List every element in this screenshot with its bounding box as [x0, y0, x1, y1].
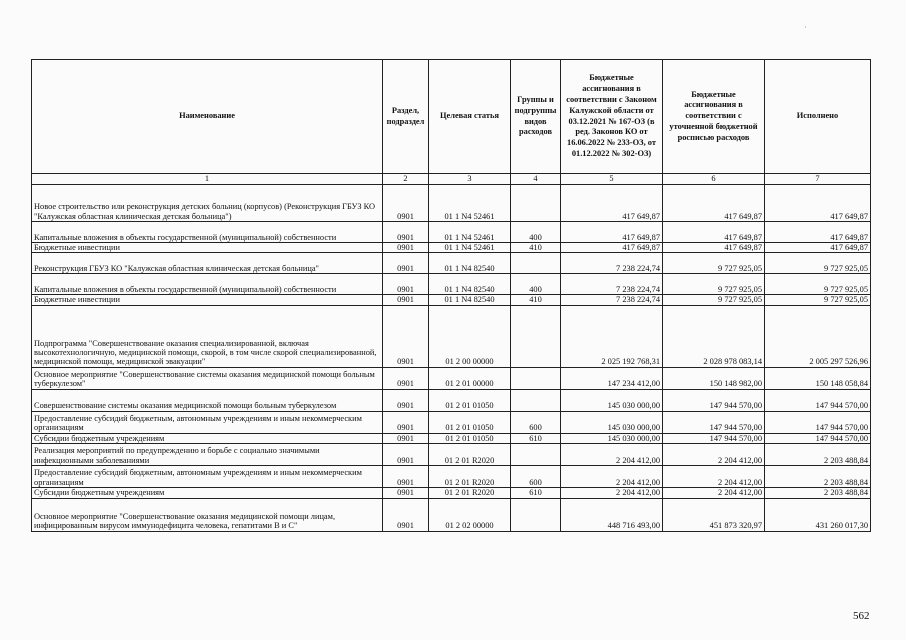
cell-target: 01 2 02 00000 [429, 498, 511, 531]
cell-section: 0901 [383, 305, 429, 367]
header-law: Бюджетные ассигнования в соответствии с Законом Калужской области от 03.12.2021 № 167-ОЗ (в ред. Законов КО от 16.06.2022 № 233-ОЗ, от 01.12.2022 № 302-ОЗ) [561, 60, 663, 174]
cell-target: 01 1 N4 82540 [429, 295, 511, 305]
table-row [32, 295, 871, 305]
cell-executed: 431 260 017,30 [765, 498, 871, 531]
cell-name: Предоставление субсидий бюджетным, автономным учреждениям и иным некоммерческим организациям [32, 411, 383, 433]
table-row [32, 433, 871, 443]
cell-refined: 2 204 412,00 [663, 444, 765, 466]
cell-group: 400 [511, 274, 561, 295]
cell-target: 01 2 01 01050 [429, 389, 511, 411]
cell-group: 610 [511, 433, 561, 443]
cell-section: 0901 [383, 295, 429, 305]
cell-group: 410 [511, 243, 561, 253]
cell-group [511, 367, 561, 389]
cell-refined: 417 649,87 [663, 222, 765, 243]
cell-group [511, 305, 561, 367]
cell-name: Капитальные вложения в объекты государственной (муниципальной) собственности [32, 274, 383, 295]
table-row [32, 367, 871, 389]
cell-executed: 150 148 058,84 [765, 367, 871, 389]
cell-name: Субсидии бюджетным учреждениям [32, 433, 383, 443]
cell-executed: 417 649,87 [765, 243, 871, 253]
cell-target: 01 1 N4 52461 [429, 185, 511, 222]
cell-refined: 9 727 925,05 [663, 274, 765, 295]
cell-target: 01 2 01 R2020 [429, 444, 511, 466]
cell-name: Подпрограмма "Совершенствование оказания специализированной, включая высокотехнологичную, медицинской помощи, скорой, в том числе скорой специализированной, медицинской помощи, медицинской эвакуации" [32, 305, 383, 367]
cell-section: 0901 [383, 367, 429, 389]
table-row [32, 243, 871, 253]
cell-refined: 9 727 925,05 [663, 253, 765, 274]
cell-group: 600 [511, 411, 561, 433]
cell-section: 0901 [383, 185, 429, 222]
column-number-row [32, 174, 871, 185]
cell-refined: 2 204 412,00 [663, 466, 765, 488]
column-number: 1 [32, 174, 383, 185]
cell-refined: 2 204 412,00 [663, 488, 765, 498]
cell-executed: 2 203 488,84 [765, 488, 871, 498]
cell-name: Капитальные вложения в объекты государственной (муниципальной) собственности [32, 222, 383, 243]
cell-target: 01 2 00 00000 [429, 305, 511, 367]
cell-name: Новое строительство или реконструкция детских больниц (корпусов) (Реконструкция ГБУЗ КО "Калужская областная клиническая детская больница") [32, 185, 383, 222]
cell-section: 0901 [383, 498, 429, 531]
cell-refined: 417 649,87 [663, 185, 765, 222]
header-target: Целевая статья [429, 60, 511, 174]
cell-refined: 417 649,87 [663, 243, 765, 253]
column-number: 7 [765, 174, 871, 185]
cell-executed: 147 944 570,00 [765, 389, 871, 411]
cell-group [511, 389, 561, 411]
cell-section: 0901 [383, 411, 429, 433]
cell-section: 0901 [383, 243, 429, 253]
cell-group [511, 253, 561, 274]
cell-executed: 147 944 570,00 [765, 433, 871, 443]
header-groups: Группы и подгруппы видов расходов [511, 60, 561, 174]
page-number: 562 [853, 610, 870, 622]
cell-refined: 451 873 320,97 [663, 498, 765, 531]
cell-group: 600 [511, 466, 561, 488]
column-number: 5 [561, 174, 663, 185]
cell-name: Предоставление субсидий бюджетным, автономным учреждениям и иным некоммерческим организациям [32, 466, 383, 488]
cell-law: 7 238 224,74 [561, 253, 663, 274]
cell-name: Реконструкция ГБУЗ КО "Калужская областная клиническая детская больница" [32, 253, 383, 274]
cell-section: 0901 [383, 253, 429, 274]
cell-section: 0901 [383, 444, 429, 466]
table-row [32, 253, 871, 274]
cell-name: Реализация мероприятий по предупреждению и борьбе с социально значимыми инфекционными заболеваниями [32, 444, 383, 466]
table-header-row [32, 60, 871, 174]
header-name: Наименование [32, 60, 383, 174]
cell-target: 01 2 01 R2020 [429, 488, 511, 498]
cell-name: Основное мероприятие "Совершенствование системы оказания медицинской помощи больным туберкулезом" [32, 367, 383, 389]
cell-section: 0901 [383, 466, 429, 488]
table-row [32, 274, 871, 295]
cell-name: Субсидии бюджетным учреждениям [32, 488, 383, 498]
cell-executed: 2 203 488,84 [765, 444, 871, 466]
cell-name: Основное мероприятие "Совершенствование оказания медицинской помощи лицам, инфицированным вирусом иммунодефицита человека, гепатитами В и С" [32, 498, 383, 531]
budget-table [31, 59, 871, 532]
cell-target: 01 1 N4 82540 [429, 274, 511, 295]
table-row [32, 498, 871, 531]
table-row [32, 444, 871, 466]
cell-law: 145 030 000,00 [561, 433, 663, 443]
cell-target: 01 1 N4 52461 [429, 222, 511, 243]
cell-group [511, 498, 561, 531]
cell-group: 410 [511, 295, 561, 305]
header-refined: Бюджетные ассигнования в соответствии с уточненной бюджетной росписью расходов [663, 60, 765, 174]
table-row [32, 222, 871, 243]
table-row [32, 411, 871, 433]
cell-section: 0901 [383, 274, 429, 295]
cell-refined: 147 944 570,00 [663, 389, 765, 411]
cell-refined: 147 944 570,00 [663, 433, 765, 443]
column-number: 3 [429, 174, 511, 185]
cell-law: 2 204 412,00 [561, 444, 663, 466]
cell-group [511, 444, 561, 466]
cell-law: 7 238 224,74 [561, 295, 663, 305]
cell-executed: 417 649,87 [765, 222, 871, 243]
cell-executed: 2 005 297 526,96 [765, 305, 871, 367]
cell-section: 0901 [383, 222, 429, 243]
table-row [32, 185, 871, 222]
cell-refined: 9 727 925,05 [663, 295, 765, 305]
cell-group: 400 [511, 222, 561, 243]
cell-group: 610 [511, 488, 561, 498]
cell-law: 417 649,87 [561, 243, 663, 253]
cell-name: Бюджетные инвестиции [32, 243, 383, 253]
cell-refined: 2 028 978 083,14 [663, 305, 765, 367]
header-executed: Исполнено [765, 60, 871, 174]
cell-executed: 9 727 925,05 [765, 295, 871, 305]
cell-law: 417 649,87 [561, 185, 663, 222]
cell-name: Бюджетные инвестиции [32, 295, 383, 305]
cell-target: 01 2 01 00000 [429, 367, 511, 389]
cell-law: 7 238 224,74 [561, 274, 663, 295]
cell-executed: 9 727 925,05 [765, 274, 871, 295]
cell-executed: 417 649,87 [765, 185, 871, 222]
cell-law: 2 204 412,00 [561, 466, 663, 488]
cell-executed: 2 203 488,84 [765, 466, 871, 488]
cell-law: 448 716 493,00 [561, 498, 663, 531]
cell-law: 2 025 192 768,31 [561, 305, 663, 367]
cell-executed: 147 944 570,00 [765, 411, 871, 433]
table-row [32, 488, 871, 498]
cell-section: 0901 [383, 389, 429, 411]
cell-target: 01 1 N4 82540 [429, 253, 511, 274]
cell-target: 01 2 01 R2020 [429, 466, 511, 488]
cell-refined: 150 148 982,00 [663, 367, 765, 389]
cell-target: 01 1 N4 52461 [429, 243, 511, 253]
cell-target: 01 2 01 01050 [429, 433, 511, 443]
cell-section: 0901 [383, 488, 429, 498]
cell-refined: 147 944 570,00 [663, 411, 765, 433]
table-row [32, 466, 871, 488]
table-row [32, 305, 871, 367]
cell-section: 0901 [383, 433, 429, 443]
cell-law: 145 030 000,00 [561, 389, 663, 411]
column-number: 2 [383, 174, 429, 185]
scan-mark: · [804, 23, 807, 32]
cell-target: 01 2 01 01050 [429, 411, 511, 433]
cell-group [511, 185, 561, 222]
cell-law: 147 234 412,00 [561, 367, 663, 389]
cell-executed: 9 727 925,05 [765, 253, 871, 274]
cell-law: 145 030 000,00 [561, 411, 663, 433]
cell-law: 417 649,87 [561, 222, 663, 243]
column-number: 4 [511, 174, 561, 185]
cell-law: 2 204 412,00 [561, 488, 663, 498]
table-row [32, 389, 871, 411]
column-number: 6 [663, 174, 765, 185]
header-section: Раздел, подраздел [383, 60, 429, 174]
cell-name: Совершенствование системы оказания медицинской помощи больным туберкулезом [32, 389, 383, 411]
